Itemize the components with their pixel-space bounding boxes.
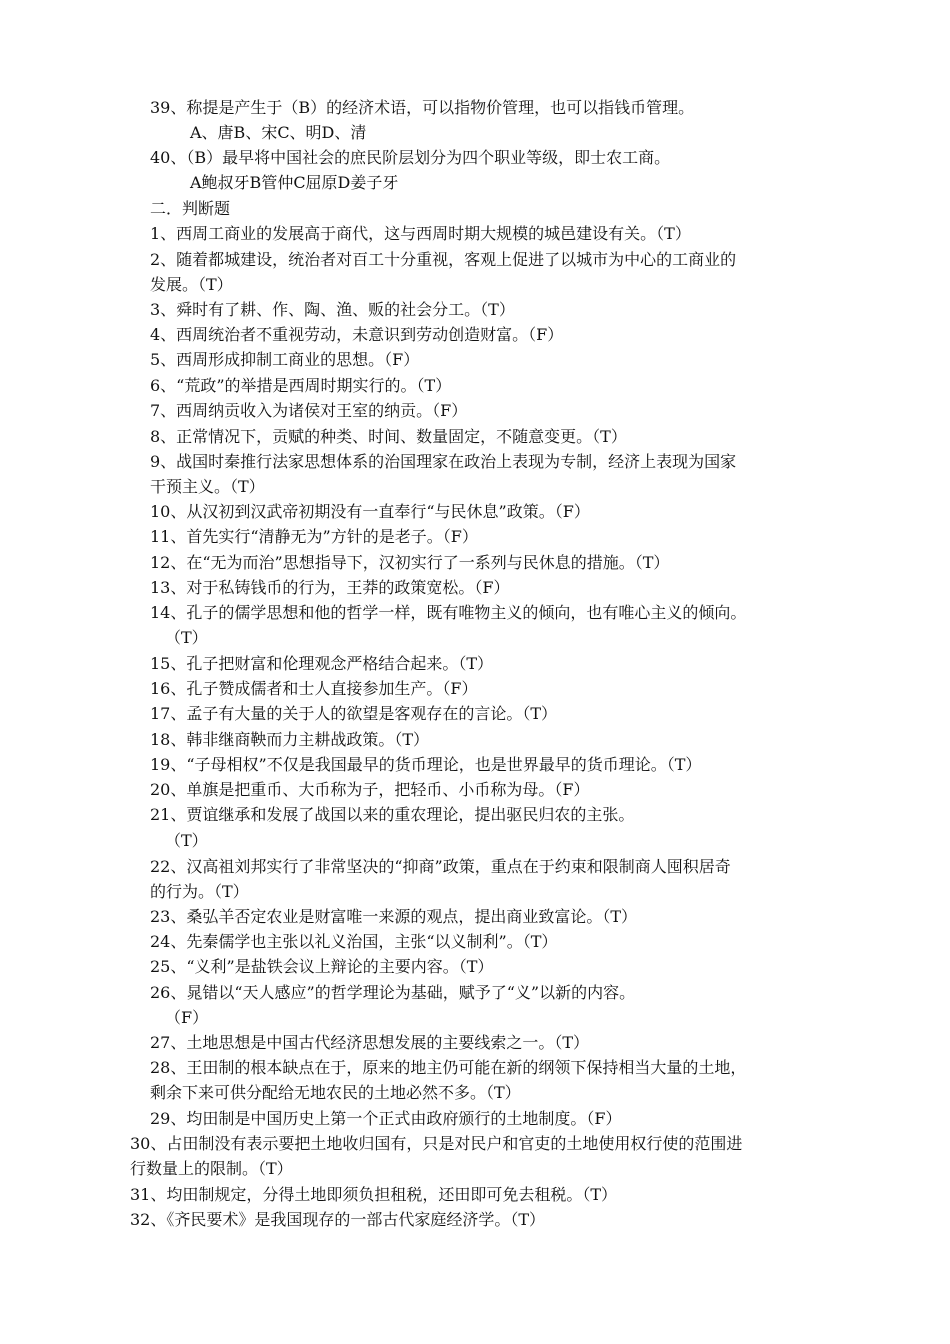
text-line: 29、均田制是中国历史上第一个正式由政府颁行的土地制度。（F） xyxy=(150,1109,622,1128)
text-line: 1、西周工商业的发展高于商代，这与西周时期大规模的城邑建设有关。（T） xyxy=(150,224,691,243)
text-line: 干预主义。（T） xyxy=(150,477,265,496)
text-line: 4、西周统治者不重视劳动，未意识到劳动创造财富。（F） xyxy=(150,325,564,344)
text-line: 10、从汉初到汉武帝初期没有一直奉行“与民休息”政策。（F） xyxy=(150,502,590,521)
text-line: （T） xyxy=(165,628,208,647)
text-line: 9、战国时秦推行法家思想体系的治国理家在政治上表现为专制，经济上表现为国家 xyxy=(150,452,737,471)
text-line: 21、贾谊继承和发展了战国以来的重农理论，提出驱民归农的主张。 xyxy=(150,805,635,824)
text-line: 22、汉高祖刘邦实行了非常坚决的“抑商”政策，重点在于约束和限制商人囤积居奇 xyxy=(150,857,731,876)
text-line: 40、（B）最早将中国社会的庶民阶层划分为四个职业等级，即士农工商。 xyxy=(150,148,671,167)
text-line: 24、先秦儒学也主张以礼义治国，主张“以义制利”。（T） xyxy=(150,932,558,951)
text-line: 15、孔子把财富和伦理观念严格结合起来。（T） xyxy=(150,654,494,673)
text-line: 12、在“无为而治”思想指导下，汉初实行了一系列与民休息的措施。（T） xyxy=(150,553,670,572)
text-line: 17、孟子有大量的关于人的欲望是客观存在的言论。（T） xyxy=(150,704,558,723)
text-line: 剩余下来可供分配给无地农民的土地必然不多。（T） xyxy=(150,1083,521,1102)
text-line: 5、西周形成抑制工商业的思想。（F） xyxy=(150,350,420,369)
text-line: 25、“义利”是盐铁会议上辩论的主要内容。（T） xyxy=(150,957,494,976)
text-line: A、唐B、宋C、明D、清 xyxy=(190,123,367,142)
section-heading: 二．判断题 xyxy=(150,199,231,218)
text-line: 11、首先实行“清静无为”方针的是老子。（F） xyxy=(150,527,478,546)
text-line: 23、桑弘羊否定农业是财富唯一来源的观点，提出商业致富论。（T） xyxy=(150,907,638,926)
text-line: 16、孔子赞成儒者和士人直接参加生产。（F） xyxy=(150,679,478,698)
text-line: 20、单旗是把重币、大币称为子，把轻币、小币称为母。（F） xyxy=(150,780,590,799)
text-line: 32、《齐民要术》是我国现存的一部古代家庭经济学。（T） xyxy=(130,1210,546,1229)
text-line: A鲍叔牙B管仲C屈原D姜子牙 xyxy=(190,173,399,192)
text-line: 发展。（T） xyxy=(150,275,233,294)
text-line: 39、称提是产生于（B）的经济术语，可以指物价管理，也可以指钱币管理。 xyxy=(150,98,695,117)
text-line: （T） xyxy=(165,831,208,850)
text-line: 30、占田制没有表示要把土地收归国有，只是对民户和官吏的土地使用权行使的范围进 xyxy=(130,1134,743,1153)
text-line: 18、韩非继商鞅而力主耕战政策。（T） xyxy=(150,730,430,749)
text-line: 6、“荒政”的举措是西周时期实行的。（T） xyxy=(150,376,452,395)
text-line: 2、随着都城建设，统治者对百工十分重视，客观上促进了以城市为中心的工商业的 xyxy=(150,250,737,269)
text-line: 13、对于私铸钱币的行为，王莽的政策宽松。（F） xyxy=(150,578,510,597)
text-line: 行数量上的限制。（T） xyxy=(130,1159,293,1178)
text-line: 28、王田制的根本缺点在于，原来的地主仍可能在新的纲领下保持相当大量的土地， xyxy=(150,1058,747,1077)
text-line: 14、孔子的儒学思想和他的哲学一样，既有唯物主义的倾向，也有唯心主义的倾向。 xyxy=(150,603,747,622)
text-line: 的行为。（T） xyxy=(150,882,249,901)
text-line: 26、晁错以“天人感应”的哲学理论为基础，赋予了“义”以新的内容。 xyxy=(150,983,636,1002)
text-line: 27、土地思想是中国古代经济思想发展的主要线索之一。（T） xyxy=(150,1033,590,1052)
text-line: （F） xyxy=(165,1008,209,1027)
text-line: 31、均田制规定，分得土地即须负担租税，还田即可免去租税。（T） xyxy=(130,1185,618,1204)
text-line: 19、“子母相权”不仅是我国最早的货币理论，也是世界最早的货币理论。（T） xyxy=(150,755,702,774)
text-line: 3、舜时有了耕、作、陶、渔、贩的社会分工。（T） xyxy=(150,300,515,319)
text-line: 7、西周纳贡收入为诸侯对王室的纳贡。（F） xyxy=(150,401,468,420)
text-line: 8、正常情况下，贡赋的种类、时间、数量固定，不随意变更。（T） xyxy=(150,427,627,446)
